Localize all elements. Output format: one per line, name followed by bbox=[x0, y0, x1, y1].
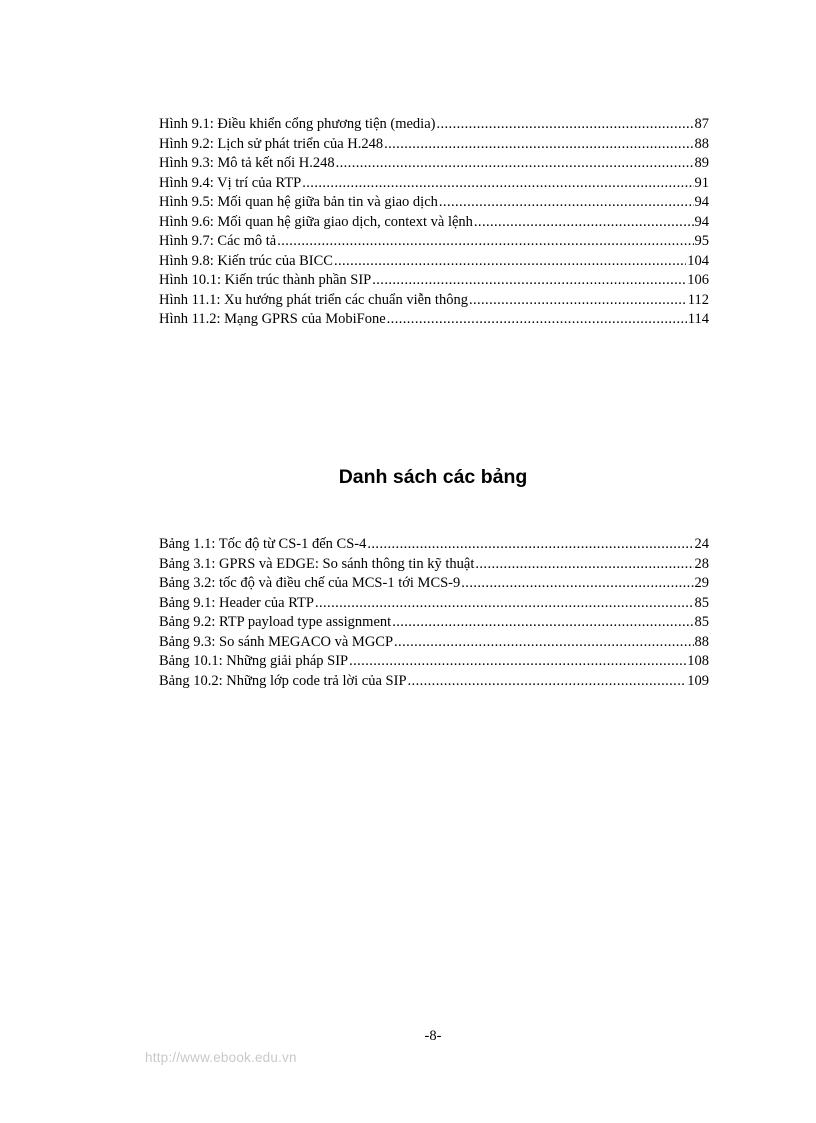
entry-title: Bảng 1.1: Tốc độ từ CS-1 đến CS-4 bbox=[159, 536, 367, 552]
dot-leader bbox=[392, 613, 693, 633]
dot-leader bbox=[315, 594, 694, 614]
entry-title: Hình 9.2: Lịch sử phát triển của H.248 bbox=[159, 135, 384, 152]
entry-title: Hình 9.5: Mối quan hệ giữa bản tin và giao dịch bbox=[159, 194, 438, 210]
toc-entry[interactable] bbox=[159, 574, 709, 594]
entry-title: Hình 9.4: Vị trí của RTP bbox=[159, 174, 302, 191]
dot-leader bbox=[474, 213, 694, 233]
entry-page: 89 bbox=[694, 155, 709, 171]
entry-page: 29 bbox=[694, 575, 709, 591]
entry-page: 104 bbox=[687, 252, 709, 269]
entry-page: 28 bbox=[694, 555, 709, 572]
entry-page: 95 bbox=[694, 233, 709, 249]
entry-page: 114 bbox=[687, 311, 709, 327]
entry-title: Bảng 9.3: So sánh MEGACO và MGCP bbox=[159, 633, 394, 650]
entry-title: Hình 9.3: Mô tả kết nối H.248 bbox=[159, 155, 335, 171]
entry-title: Hình 9.1: Điều khiển cổng phương tiện (media) bbox=[159, 116, 436, 132]
toc-entry[interactable] bbox=[159, 672, 709, 692]
entry-page: 24 bbox=[694, 536, 709, 552]
dot-leader bbox=[436, 115, 693, 135]
toc-entry[interactable] bbox=[159, 174, 709, 194]
toc-entry[interactable] bbox=[159, 271, 709, 291]
dot-leader bbox=[372, 271, 686, 291]
entry-title: Bảng 3.1: GPRS và EDGE: So sánh thông tin kỹ thuật bbox=[159, 555, 475, 572]
toc-entry[interactable] bbox=[159, 135, 709, 155]
entry-page: 94 bbox=[694, 194, 709, 210]
entry-page: 85 bbox=[694, 614, 709, 630]
toc-entry[interactable] bbox=[159, 193, 709, 213]
list-of-tables bbox=[159, 535, 709, 691]
entry-title: Hình 9.6: Mối quan hệ giữa giao dịch, context và lệnh bbox=[159, 213, 473, 230]
list-of-figures bbox=[159, 115, 709, 330]
toc-entry[interactable] bbox=[159, 613, 709, 633]
dot-leader bbox=[349, 652, 686, 672]
entry-title: Bảng 10.1: Những giải pháp SIP bbox=[159, 653, 349, 669]
entry-page: 109 bbox=[687, 672, 709, 689]
toc-entry[interactable] bbox=[159, 535, 709, 555]
dot-leader bbox=[475, 555, 693, 575]
toc-entry[interactable] bbox=[159, 291, 709, 311]
dot-leader bbox=[277, 232, 693, 252]
dot-leader bbox=[387, 310, 687, 330]
toc-entry[interactable] bbox=[159, 633, 709, 653]
entry-title: Hình 11.1: Xu hướng phát triển các chuẩn viễn thông bbox=[159, 291, 468, 308]
entry-page: 108 bbox=[687, 653, 709, 669]
entry-page: 85 bbox=[694, 594, 709, 611]
page-number: -8- bbox=[424, 1028, 442, 1044]
dot-leader bbox=[394, 633, 693, 653]
entry-title: Bảng 3.2: tốc độ và điều chế của MCS-1 tới MCS-9 bbox=[159, 575, 461, 591]
entry-title: Hình 9.8: Kiến trúc của BICC bbox=[159, 252, 333, 269]
watermark-url: http://www.ebook.edu.vn bbox=[145, 1050, 297, 1065]
entry-page: 88 bbox=[694, 135, 709, 152]
entry-page: 91 bbox=[694, 174, 709, 191]
entry-title: Hình 11.2: Mạng GPRS của MobiFone bbox=[159, 311, 386, 327]
entry-title: Bảng 9.1: Header của RTP bbox=[159, 594, 314, 611]
dot-leader bbox=[367, 535, 693, 555]
toc-entry[interactable] bbox=[159, 232, 709, 252]
toc-entry[interactable] bbox=[159, 154, 709, 174]
entry-page: 88 bbox=[694, 633, 709, 650]
dot-leader bbox=[384, 135, 693, 155]
toc-entry[interactable] bbox=[159, 310, 709, 330]
entry-title: Hình 9.7: Các mô tả bbox=[159, 233, 277, 249]
toc-entry[interactable] bbox=[159, 252, 709, 272]
dot-leader bbox=[334, 252, 686, 272]
entry-page: 106 bbox=[687, 272, 709, 288]
dot-leader bbox=[408, 672, 687, 692]
entry-title: Bảng 9.2: RTP payload type assignment bbox=[159, 614, 392, 630]
entry-title: Hình 10.1: Kiến trúc thành phần SIP bbox=[159, 272, 372, 288]
dot-leader bbox=[302, 174, 693, 194]
entry-page: 87 bbox=[694, 116, 709, 132]
entry-page: 112 bbox=[687, 291, 709, 308]
toc-entry[interactable] bbox=[159, 594, 709, 614]
toc-entry[interactable] bbox=[159, 213, 709, 233]
dot-leader bbox=[439, 193, 694, 213]
toc-entry[interactable] bbox=[159, 555, 709, 575]
entry-title: Bảng 10.2: Những lớp code trả lời của SIP bbox=[159, 672, 407, 689]
toc-entry[interactable] bbox=[159, 652, 709, 672]
dot-leader bbox=[336, 154, 694, 174]
section-title: Danh sách các bảng bbox=[338, 466, 528, 488]
toc-entry[interactable] bbox=[159, 115, 709, 135]
dot-leader bbox=[469, 291, 687, 311]
dot-leader bbox=[461, 574, 693, 594]
entry-page: 94 bbox=[694, 213, 709, 230]
